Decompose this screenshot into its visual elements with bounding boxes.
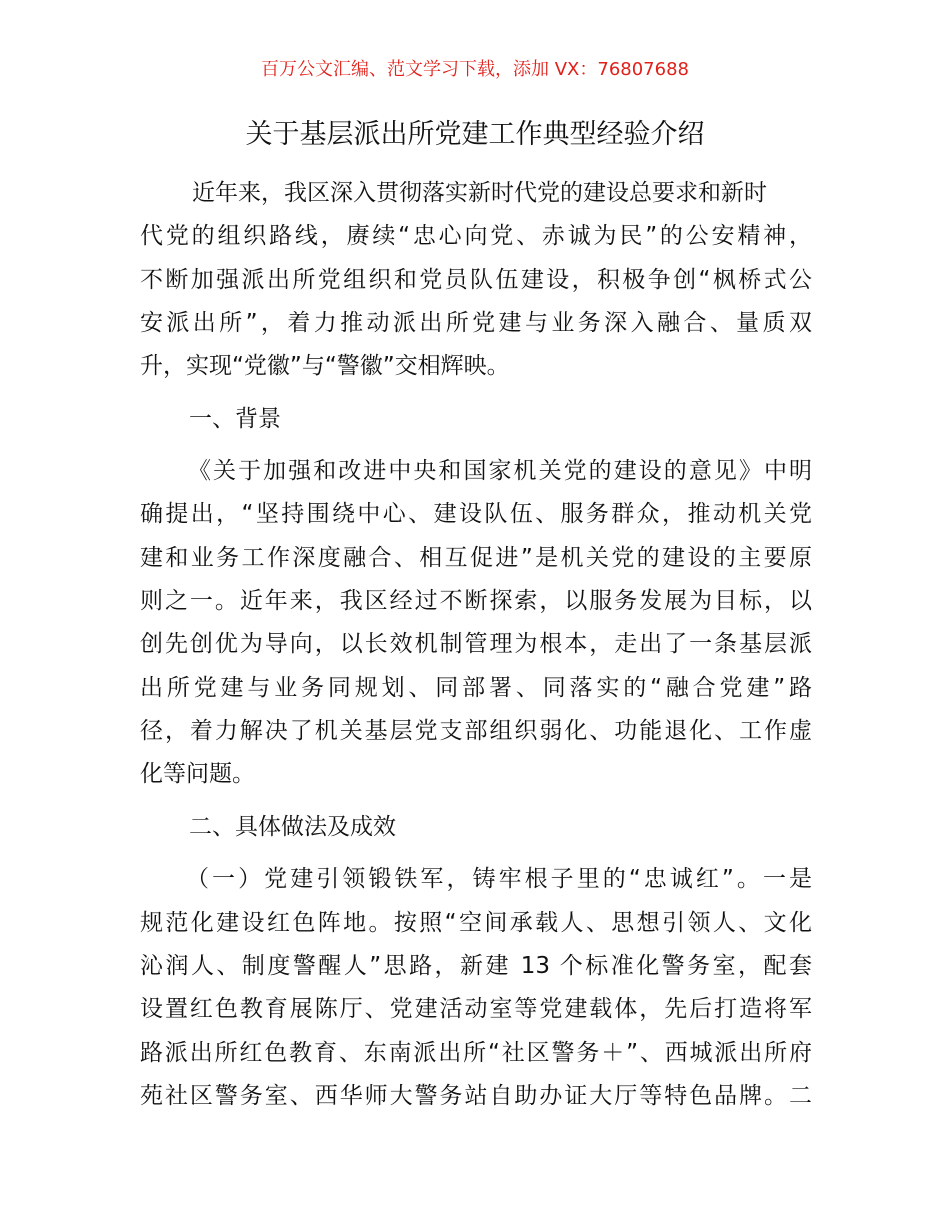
section-heading: 一、背景 — [189, 406, 281, 432]
paragraph-line: 设置红色教育展陈厅、党建活动室等党建载体，先后打造将军 — [140, 996, 812, 1022]
paragraph-line: 路派出所红色教育、东南派出所“社区警务＋”、西城派出所府 — [140, 1040, 812, 1066]
paragraph-line: 径，着力解决了机关基层党支部组织弱化、功能退化、工作虚 — [140, 718, 812, 744]
paragraph-line: 建和业务工作深度融合、相互促进”是机关党的建设的主要原 — [140, 545, 812, 571]
paragraph-line: 代党的组织路线，赓续“忠心向党、赤诚为民”的公安精神， — [140, 223, 812, 249]
paragraph-line: 不断加强派出所党组织和党员队伍建设，积极争创“枫桥式公 — [140, 267, 812, 293]
paragraph-line: （一）党建引领锻铁军，铸牢根子里的“忠诚红”。一是 — [186, 866, 812, 892]
paragraph-line: 《关于加强和改进中央和国家机关党的建设的意见》中明 — [188, 458, 812, 484]
paragraph-line: 苑社区警务室、西华师大警务站自助办证大厅等特色品牌。二 — [140, 1083, 812, 1109]
paragraph-line: 化等问题。 — [140, 761, 255, 787]
paragraph-line: 沁润人、制度警醒人”思路，新建 13 个标准化警务室，配套 — [140, 953, 812, 979]
paragraph-line: 安派出所”，着力推动派出所党建与业务深入融合、量质双 — [140, 310, 812, 336]
paragraph-line: 出所党建与业务同规划、同部署、同落实的“融合党建”路 — [140, 675, 812, 701]
paragraph-line: 近年来，我区深入贯彻落实新时代党的建设总要求和新时 — [192, 180, 767, 206]
paragraph-line: 则之一。近年来，我区经过不断探索，以服务发展为目标，以 — [140, 588, 812, 614]
header-watermark-note: 百万公文汇编、范文学习下载，添加 VX：76807688 — [261, 59, 689, 80]
paragraph-line: 升，实现“党徽”与“警徽”交相辉映。 — [140, 353, 510, 379]
paragraph-line: 确提出，“坚持围绕中心、建设队伍、服务群众，推动机关党 — [140, 501, 812, 527]
document-title: 关于基层派出所党建工作典型经验介绍 — [245, 119, 705, 150]
section-heading: 二、具体做法及成效 — [189, 814, 396, 840]
paragraph-line: 规范化建设红色阵地。按照“空间承载人、思想引领人、文化 — [140, 910, 812, 936]
paragraph-line: 创先创优为导向，以长效机制管理为根本，走出了一条基层派 — [140, 631, 812, 657]
